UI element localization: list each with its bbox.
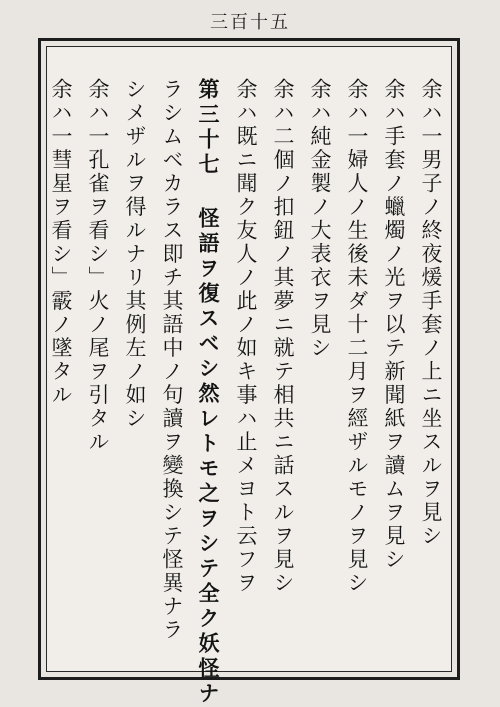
text-body [49, 78, 446, 707]
text-column: 余ハ既ニ聞ク友人ノ此ノ如キ事ハ止メヨト云フヲ [234, 78, 258, 595]
text-column: 余ハ純金製ノ大表衣ヲ見シ [308, 78, 332, 360]
text-column: シメザルヲ得ルナリ其例左ノ如シ [123, 78, 147, 431]
text-column: 余ハ手套ノ蠟燭ノ光ヲ以テ新聞紙ヲ讀ムヲ見シ [382, 78, 406, 572]
text-column: 余ハ二個ノ扣鈕ノ其夢ニ就テ相共ニ話スルヲ見シ [271, 78, 295, 595]
text-column: 余ハ一婦人ノ生後未ダ十二月ヲ經ザルモノヲ見シ [345, 78, 369, 595]
text-column: ラシムベカラス即チ其語中ノ句讀ヲ變換シテ怪異ナラ [160, 78, 184, 642]
section-heading-column: 第三十七 怪語ヲ復スベシ然レトモ之ヲシテ全ク妖怪ナ [196, 78, 221, 707]
text-column: 余ハ一彗星ヲ看シ」霰ノ墜タル [49, 78, 73, 407]
page-number: 三百十五 [210, 12, 290, 33]
text-column: 余ハ一孔雀ヲ看シ」火ノ尾ヲ引タル [86, 78, 110, 454]
text-column: 余ハ一男子ノ終夜煖手套ノ上ニ坐スルヲ見シ [419, 78, 443, 548]
